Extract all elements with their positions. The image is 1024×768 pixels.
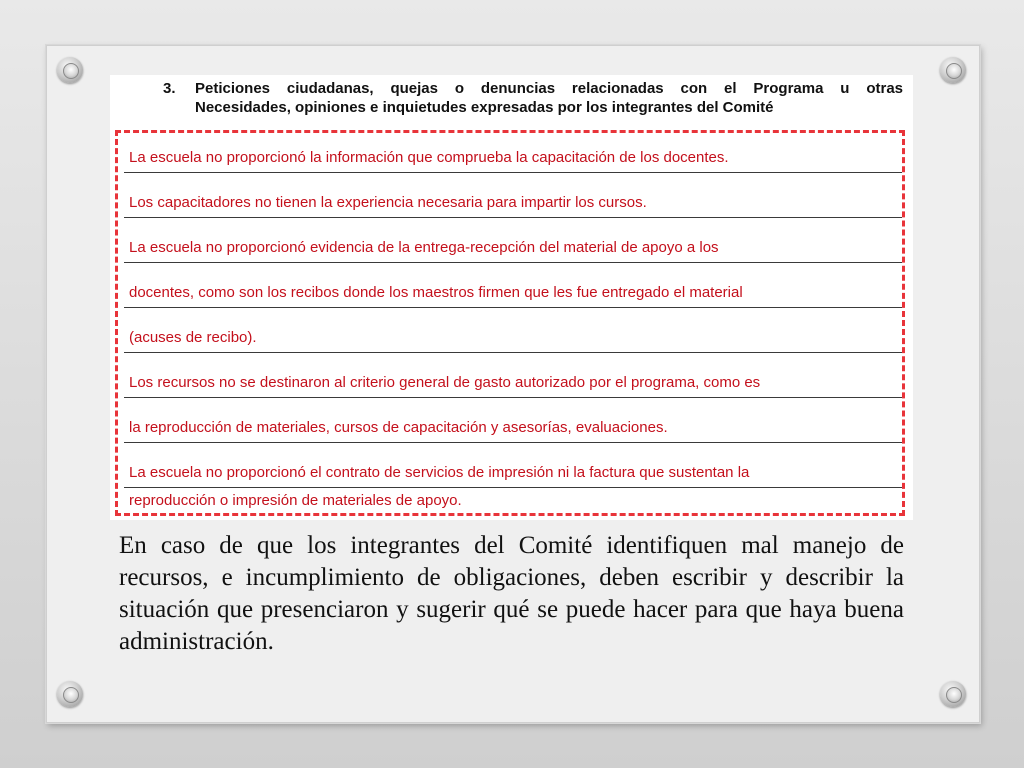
entry-text: Los capacitadores no tienen la experiencia necesaria para impartir los cursos.	[129, 194, 647, 211]
section-number: 3.	[163, 80, 176, 97]
entry-text: reproducción o impresión de materiales de apoyo.	[129, 492, 462, 509]
screw-icon	[940, 57, 966, 83]
screw-icon	[940, 681, 966, 707]
entry-text: la reproducción de materiales, cursos de capacitación y asesorías, evaluaciones.	[129, 419, 668, 436]
entry-line	[124, 128, 902, 173]
entry-line	[124, 398, 902, 443]
screw-icon	[57, 681, 83, 707]
section-title-line1: Peticiones ciudadanas, quejas o denuncias relacionadas con el Programa u otras	[195, 80, 903, 97]
entry-text: La escuela no proporcionó evidencia de la entrega-recepción del material de apoyo a los	[129, 239, 719, 256]
entry-text: La escuela no proporcionó el contrato de servicios de impresión ni la factura que sustentan la	[129, 464, 750, 481]
entry-line	[124, 218, 902, 263]
entry-line	[124, 173, 902, 218]
entry-line	[124, 353, 902, 398]
entry-line	[124, 475, 902, 515]
entry-line	[124, 308, 902, 353]
document-image	[110, 75, 913, 520]
slide-caption: En caso de que los integrantes del Comité identifiquen mal manejo de recursos, e incumplimiento de obligaciones, deben escribir y describir la situación que presenciaron y sugerir qué se puede hacer para que haya buena administración.	[119, 532, 904, 655]
entry-text: La escuela no proporcionó la información que comprueba la capacitación de los docentes.	[129, 149, 729, 166]
screw-icon	[57, 57, 83, 83]
entry-text: Los recursos no se destinaron al criterio general de gasto autorizado por el programa, como es	[129, 374, 761, 391]
entry-text: (acuses de recibo).	[129, 329, 257, 346]
section-title-line2: Necesidades, opiniones e inquietudes expresadas por los integrantes del Comité	[195, 99, 774, 116]
entry-line	[124, 263, 902, 308]
entry-text: docentes, como son los recibos donde los maestros firmen que les fue entregado el material	[129, 284, 743, 301]
